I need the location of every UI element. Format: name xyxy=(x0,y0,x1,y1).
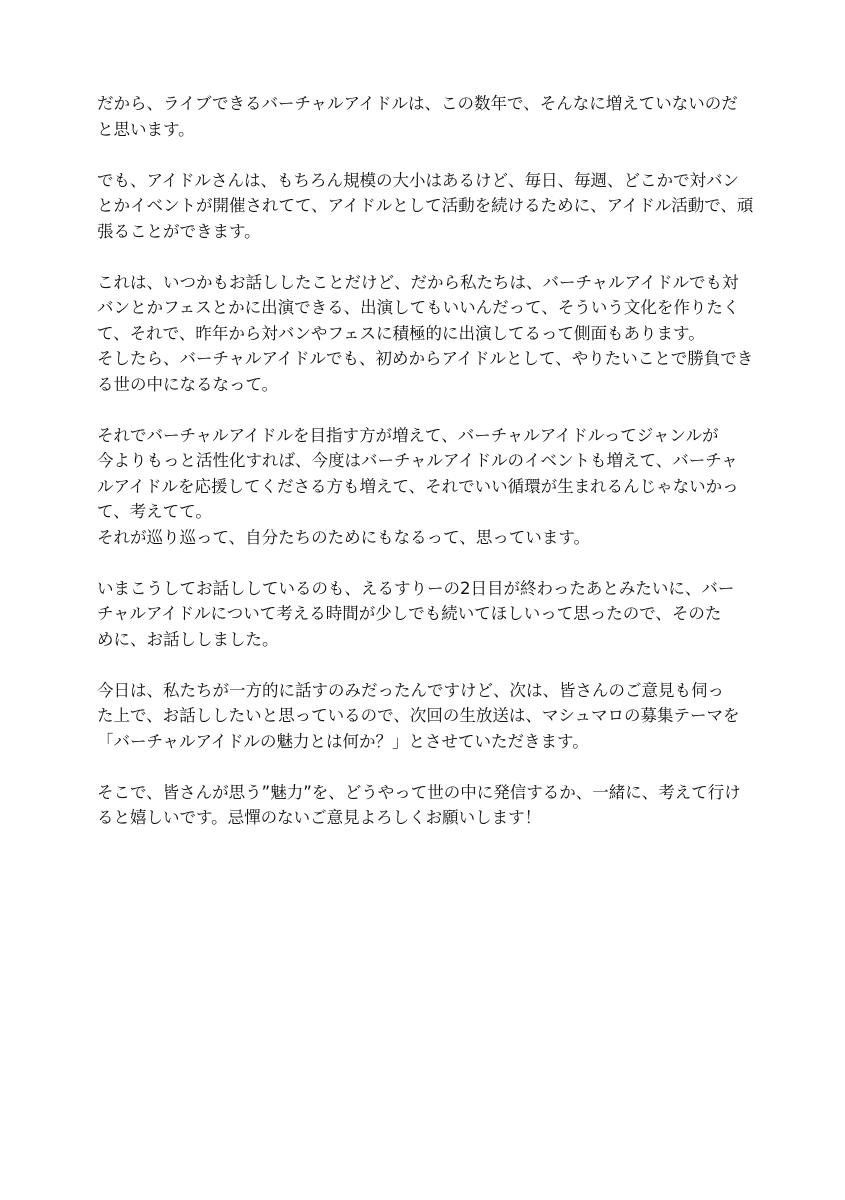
text-line: ると嬉しいです。忌憚のないご意見よろしくお願いします！ xyxy=(97,808,542,827)
text-line: これは、いつかもお話ししたことだけど、だから私たちは、バーチャルアイドルでも対 xyxy=(97,272,739,292)
text-line: めに、お話ししました。 xyxy=(97,629,279,649)
text-line: それが巡り巡って、自分たちのためにもなるって、思っています。 xyxy=(97,527,591,547)
text-line: 今日は、私たちが一方的に話すのみだったんですけど、次は、皆さんのご意見も伺っ xyxy=(97,680,724,700)
paragraph-3 xyxy=(97,270,765,398)
text-line: でも、アイドルさんは、もちろん規模の大小はあるけど、毎日、毎週、どこかで対バン xyxy=(97,170,740,190)
text-line: チャルアイドルについて考える時間が少しでも続いてほしいって思ったので、そのた xyxy=(97,604,722,623)
paragraph-4 xyxy=(97,423,765,551)
text-line: だから、ライブできるバーチャルアイドルは、この数年で、そんなに増えていないのだ xyxy=(97,94,738,113)
text-line: 今よりもっと活性化すれば、今度はバーチャルアイドルのイベントも増えて、バーチャ xyxy=(97,451,738,470)
text-line: 張ることができます。 xyxy=(97,221,261,241)
text-line: て、考えてて。 xyxy=(97,502,212,521)
paragraph-2 xyxy=(97,168,765,245)
text-line: 「バーチャルアイドルの魅力とは何か？」とさせていただきます。 xyxy=(97,731,589,751)
text-line: て、それで、昨年から対バンやフェスに積極的に出演してるって側面もあります。 xyxy=(97,323,705,343)
text-line: とかイベントが開催されてて、アイドルとして活動を続けるために、アイドル活動で、頑 xyxy=(97,196,754,215)
paragraph-1 xyxy=(97,91,765,142)
text-line: そしたら、バーチャルアイドルでも、初めからアイドルとして、やりたいことで勝負でき xyxy=(97,349,754,368)
text-line: そこで、皆さんが思う”魅力”を、どうやって世の中に発信するか、一緒に、考えて行け xyxy=(97,782,741,802)
text-line: バンとかフェスとかに出演できる、出演してもいいんだって、そういう文化を作りたく xyxy=(97,298,740,317)
text-line: ルアイドルを応援してくださる方も増えて、それでいい循環が生まれるんじゃないかっ xyxy=(97,476,739,496)
text-line: る世の中になるなって。 xyxy=(97,374,279,394)
paragraph-7 xyxy=(97,780,765,831)
paragraph-5 xyxy=(97,576,765,653)
paragraph-6 xyxy=(97,678,765,755)
text-line: いまこうしてお話ししているのも、えるすりーの2日目が終わったあとみたいに、バー xyxy=(97,578,735,598)
text-line: た上で、お話ししたいと思っているので、次回の生放送は、マシュマロの募集テーマを xyxy=(97,706,740,725)
text-line: と思います。 xyxy=(97,119,195,139)
text-line: それでバーチャルアイドルを目指す方が増えて、バーチャルアイドルってジャンルが xyxy=(97,425,719,445)
